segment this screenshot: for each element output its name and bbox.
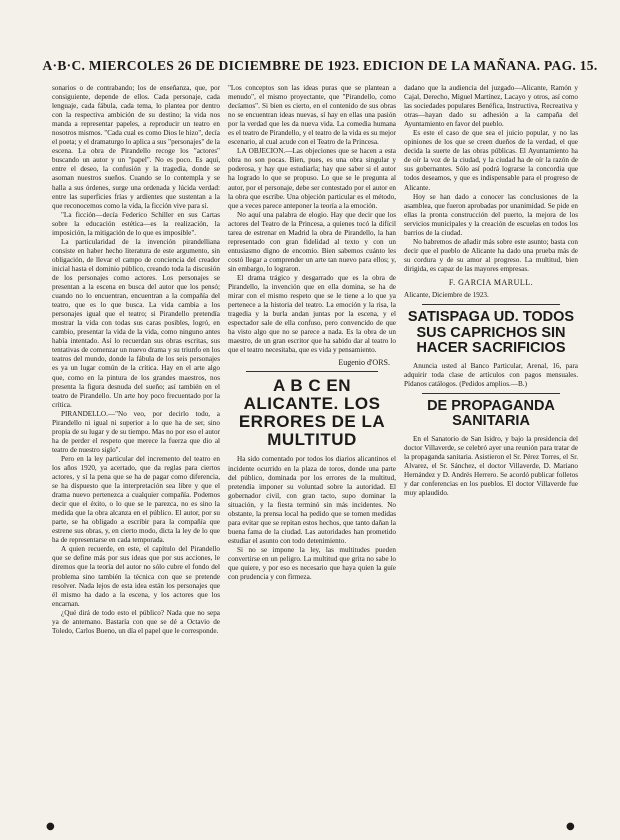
column-2 xyxy=(228,84,396,828)
paragraph: No habremos de añadir más sobre este asunto; basta con decir que el pueblo de Alicante ha dado una prueba más de su cordura y de su amor al progreso. La multitud, bien dirigida, es capaz de las mayores empresas. xyxy=(404,237,578,273)
paragraph: ¿Qué dirá de todo esto el público? Nada que no sepa ya de antemano. Bastaría con que se dé a Octavio de Toledo, Carlos Bueno, un día el papel que le corresponde. xyxy=(52,608,220,635)
paragraph: Es este el caso de que sea el juicio popular, y no las opiniones de los que se creen dueños de la verdad, el que decida la suerte de las obras públicas. El Ayuntamiento ha de oír la voz de la ciudad, y la ciudad ha de oír la razón de sus gobernantes. Sólo así podrá lograrse la concordia que todos deseamos, y que es indispensable para el progreso de Alicante. xyxy=(404,129,578,192)
bullet-mark: ● xyxy=(46,821,55,832)
paragraph: No aquí una palabra de elogio. Hay que decir que los actores del Teatro de la Princesa, a quienes tocó la difícil tarea de estrenar en Madrid la obra de Pirandello, la han representado con gran fidelidad al texto y con un entusiasmo digno de encomio. Bien sabemos cuánto les costó llegar a comprender un arte tan nuevo para ellos; y, sin embargo, lo lograron. xyxy=(228,210,396,273)
paragraph: Pero en la ley particular del incremento del teatro en los años 1920, ya acertado, que da reglas para ciertos actores, y sí la pena que se ha de pagar como diferencia, se ha dispuesto que la interpretación sea libre y que el drama nuevo pertenezca a cualquier compañía. Podemos decir que el éxito, o lo que se le parezca, no es sino la medida que la obra alcanza en el público. El autor, por su parte, se ha obligado a escribir para la compañía que estrene sus obras, y, en cierto modo, dicta la ley de lo que ha de representarse en cada temporada. xyxy=(52,454,220,545)
paragraph: Ha sido comentado por todos los diarios alicantinos el incidente ocurrido en la plaza de toros, donde una parte del público, dominada por los errores de la multitud, pretendía imponer su voluntad sobre la autoridad. El gobernador civil, con gran tacto, supo dominar la situación, y la fiesta terminó sin más incidentes. No obstante, la prensa local ha pedido que se tomen medidas para evitar que se repitan estos hechos, que tanto dañan la buena fama de la ciudad. Las autoridades han prometido estudiar el asunto con todo detenimiento. xyxy=(228,455,396,545)
paragraph: "La ficción—decía Federico Schiller en sus Cartas sobre la educación estética—es la realización, la imposición, la mitigación de lo que es imposible". xyxy=(52,210,220,237)
divider xyxy=(422,393,560,394)
column-1 xyxy=(52,84,220,828)
paragraph: Hoy se han dado a conocer las conclusiones de la asamblea, que fueron aprobadas por unanimidad. Se pide en ellas la pronta construcción del puerto, la mejora de los servicios municipales y la creación de escuelas en todos los barrios de la ciudad. xyxy=(404,192,578,237)
article-signature: Eugenio d'ORS. xyxy=(338,358,390,368)
ad-headline: SATISPAGA UD. TODOS SUS CAPRICHOS SIN HACER SACRIFICIOS xyxy=(407,309,575,357)
article-headline: DE PROPAGANDA SANITARIA xyxy=(427,397,555,430)
paragraph: "Los conceptos son las ideas puras que se plantean a menudo", el mismo proyectante, que "Pirandello, como decíamos". Si bien es cierto, en el contenido de sus obras no se encuentran ideas nuevas, sí hay en ellas una pasión por la verdad que les da nueva vida. La comedia humana es el teatro de Pirandello, y el teatro de la vida es su mejor escenario, al cual acude con el Teatro de la Princesa. xyxy=(228,84,396,147)
paragraph: La particularidad de la invención pirandelliana consiste en haber hecho literatura de este argumento, sin obligación, de llevar el campo de conciencia del creador inicial hasta el dominio público, creando toda la discusión de los personajes como actores. Los personajes se presentan a la escena en busca del autor que los pensó; cuando no lo encuentran, encuentran a la compañía del teatro, que es lo que busca. La vida cambia a los personajes igual que el teatro; si Pirandello pretendía mostrar la vida con todas sus caras posibles, logró, en cambio, presentar la vida de la vida, como ninguno antes había intentado. Así lo recuerdan sus obras escritas, sus tentativas de comenzar un nuevo drama y su triunfo en los teatros del mundo, donde la fábula de los seis personajes es ya un lugar común de la crítica. Hay en el arte algo que, como en la pintura de los grandes maestros, nos presenta la figura desnuda del sueño; así también en el teatro de Pirandello. Un arte hoy poco frecuentado por la crítica. xyxy=(52,237,220,409)
paragraph: Si no se impone la ley, las multitudes pueden convertirse en un peligro. La multitud que grita no sabe lo que quiere, y por eso es necesario que haya quien la guíe con prudencia y con firmeza. xyxy=(228,545,396,582)
article-headline: A B C EN ALICANTE. LOS ERRORES DE LA MULTITUD xyxy=(238,376,386,450)
divider xyxy=(246,371,378,372)
bullet-mark: ● xyxy=(566,821,575,832)
page-masthead: A·B·C. MIERCOLES 26 DE DICIEMBRE DE 1923. EDICION DE LA MAÑANA. PAG. 15. xyxy=(42,58,598,73)
paragraph: Anuncia usted al Banco Particular, Arenal, 16, para adquirir toda clase de artículos con pagos mensuales. Pídanos catálogos. (Pedidos amplios.—B.) xyxy=(404,361,578,388)
paragraph: dadano que la audiencia del juzgado—Alicante, Ramón y Cajal, Derecho, Miguel Martínez, Lacayo y otros, así como las sociedades populares Benéfica, Instructiva, Recreativa y otras—hayan dado su adhesión a la campaña del Ayuntamiento en favor del pueblo. xyxy=(404,84,578,129)
paragraph: PIRANDELLO.—"No veo, por decirlo todo, a Pirandello ni igual ni superior a lo que ha de ser, sino propia de su lugar y de su tiempo. Mas no por eso el autor ha de perder el respeto que merece la fuerza que dio al teatro de nuestro siglo". xyxy=(52,409,220,454)
paragraph: El drama trágico y desgarrado que es la obra de Pirandello, la invención que en ella domina, se ha de mirar con el mismo respeto que se le tiene a lo que ya pertenece a la historia del teatro. La emoción y la risa, la tragedia y la burla andan juntas por la escena, y el espectador sale de ella confuso, pero convencido de que ha visto algo que no se parece a nada. Es la obra de un maestro, de un gran escritor que ha sabido dar al teatro lo que el teatro necesitaba, que es vida y pensamiento. xyxy=(228,273,396,355)
paragraph: sonarios o de contrabando; los de enseñanza, que, por consiguiente, depende de ellos. Cada personaje, cada lenguaje, cada fábula, cada tema, lo plantea por dentro con la respectiva ambición de su destino; la vida nos manda a representar papeles, a reproducir un teatro en nosotros mismos. "Cada cual es como Dios le hizo", decía el poeta; y el dramaturgo lo aplica a sus "personajes" de la escena. La obra de Pirandello recoge los "actores" buscando un autor y un "papel". No es poco. Es aquí, entre el deseo, la confusión y la tragedia, donde se asoman nuestros sueños. Cuando se lo contempla y se halla a sus órdenes, surge una ordenada y lúcida verdad: entre las superficies frías y ardientes que sustentan a la que reconocemos como la vida, la ficción vive para sí. xyxy=(52,84,220,210)
paragraph: A quien recuerde, en este, el capítulo del Pirandello que se define más por sus ideas que por sus acciones, le diremos que la teoría del autor no sólo cubre el fondo del problema sino también la técnica con que se pretende resolver. Nada lejos de esta idea están los personajes que él mismo ha dado a la escena, y los actores que los encarnan. xyxy=(52,545,220,608)
dateline: Alicante, Diciembre de 1923. xyxy=(404,291,489,300)
article-signature: F. GARCIA MARULL. xyxy=(448,277,534,287)
column-3 xyxy=(404,84,578,828)
paragraph: En el Sanatorio de San Isidro, y bajo la presidencia del doctor Villaverde, se celebró ayer una reunión para tratar de la propaganda sanitaria. Asistieron el Sr. Pérez Torres, el Sr. Alvarez, el Sr. Sánchez, el doctor Villaverde, D. Mariano Hernández y D. Andrés Herrero. Se acordó publicar folletos y dar conferencias en los pueblos. El doctor Villaverde fue muy aplaudido. xyxy=(404,434,578,497)
paragraph: LA OBJECION.—Las objeciones que se hacen a esta obra no son pocas. Bien, pues, es una obra singular y poderosa, y hay que estudiarla; hay que saber si el autor ha logrado lo que se propuso. Lo que se le pregunta al autor, por el personaje, debe ser contestado por el autor en la obra que escribe. Una objeción particular es el método, que a veces parece anteponer la teoría a la emoción. xyxy=(228,147,396,210)
divider xyxy=(422,304,560,305)
